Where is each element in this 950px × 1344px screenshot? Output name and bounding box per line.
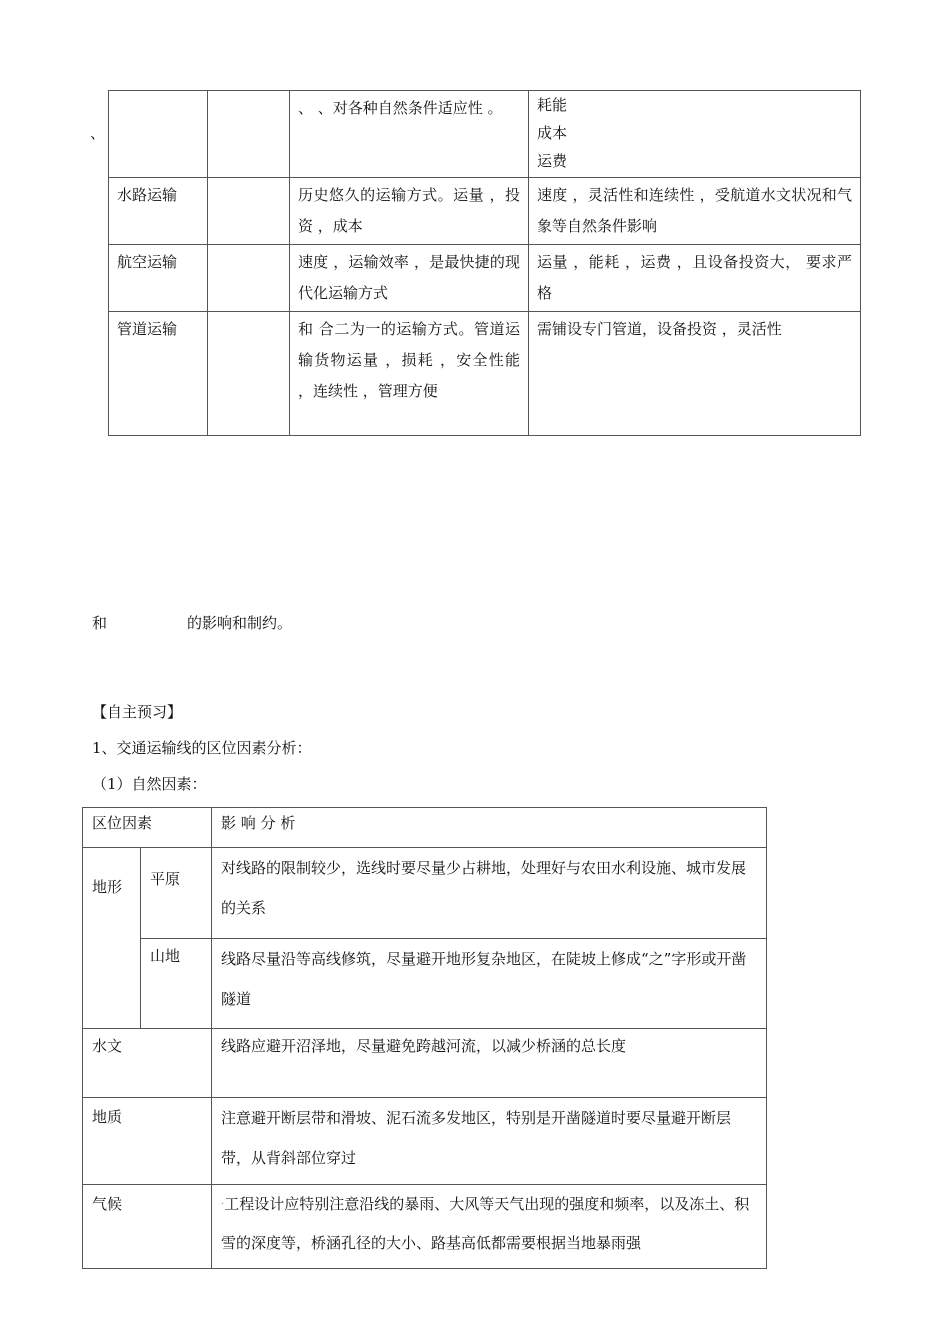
analysis-cell: 线路尽量沿等高线修筑，尽量避开地形复杂地区，在陡坡上修成“之”字形或开凿隧道 [212,939,767,1029]
item-1-heading: 1、交通运输线的区位因素分析： [92,739,312,757]
fragment-influence: 的影响和制约。 [187,614,293,632]
factor-climate: 气候 [83,1185,212,1269]
table-row [83,1098,767,1185]
mode-name-cell: 水路运输 [109,178,208,245]
disadvantage-line: 成本 [537,124,568,142]
table-row [109,178,861,245]
advantages-cell: 和 合二为一的运输方式。管道运输货物运量 ，损耗 ，安全性能 ，连续性 ，管理方便 [290,312,529,436]
item-1-subheading: （1）自然因素： [92,775,207,793]
fragment-he: 和 [92,614,108,632]
factor-hydrology: 水文 [83,1029,212,1098]
table-header-row [83,808,767,848]
table-row [83,848,767,939]
advantages-cell: 、 、对各种自然条件适应性 。 [290,91,529,178]
table-row [83,939,767,1029]
blank-cell [208,178,290,245]
advantages-cell: 历史悠久的运输方式。运量 ，投资 ，成本 [290,178,529,245]
analysis-cell: 对线路的限制较少，选线时要尽量少占耕地，处理好与农田水利设施、城市发展的关系 [212,848,767,939]
analysis-cell: 线路应避开沼泽地，尽量避免跨越河流，以减少桥涵的总长度 [212,1029,767,1098]
section-heading: 【自主预习】 [92,703,183,721]
table-row [109,245,861,312]
analysis-text: 工程设计应特别注意沿线的暴雨、大风等天气出现的强度和频率，以及冻土、积雪的深度等，桥涵孔径的大小、路基高低都需要根据当地暴雨强 [221,1195,750,1252]
disadvantages-cell [529,91,861,178]
disadvantages-cell: 需铺设专门管道，设备投资 ，灵活性 [529,312,861,436]
factor-terrain: 地形 [83,848,141,1029]
analysis-cell: 注意避开断层带和滑坡、泥石流多发地区，特别是开凿隧道时要尽量避开断层带，从背斜部位穿过 [212,1098,767,1185]
anchor-marker-icon: · [221,1199,225,1210]
advantages-cell: 速度 ，运输效率 ，是最快捷的现代化运输方式 [290,245,529,312]
mode-name-cell: 航空运输 [109,245,208,312]
header-factor: 区位因素 [83,808,212,848]
disadvantages-cell: 速度 ，灵活性和连续性 ，受航道水文状况和气象等自然条件影响 [529,178,861,245]
blank-cell [208,245,290,312]
disadvantage-line: 运费 [537,152,568,170]
disadvantages-cell: 运量 ，能耗 ，运费 ，且设备投资大， 要求严格 [529,245,861,312]
factor-geology: 地质 [83,1098,212,1185]
location-factors-table [82,807,767,1269]
table-row [83,1029,767,1098]
table-row [83,1185,767,1269]
disadvantage-line: 耗能 [537,96,568,114]
stray-punctuation: 、 [90,124,106,142]
header-analysis: 影 响 分 析 [212,808,767,848]
mode-name-cell: 管道运输 [109,312,208,436]
analysis-cell [212,1185,767,1269]
table-row [109,91,861,178]
blank-cell [208,312,290,436]
transport-modes-table [108,90,861,436]
table-row [109,312,861,436]
blank-cell [208,91,290,178]
sub-factor-mountain: 山地 [141,939,212,1029]
mode-name-cell [109,91,208,178]
sub-factor-plain: 平原 [141,848,212,939]
